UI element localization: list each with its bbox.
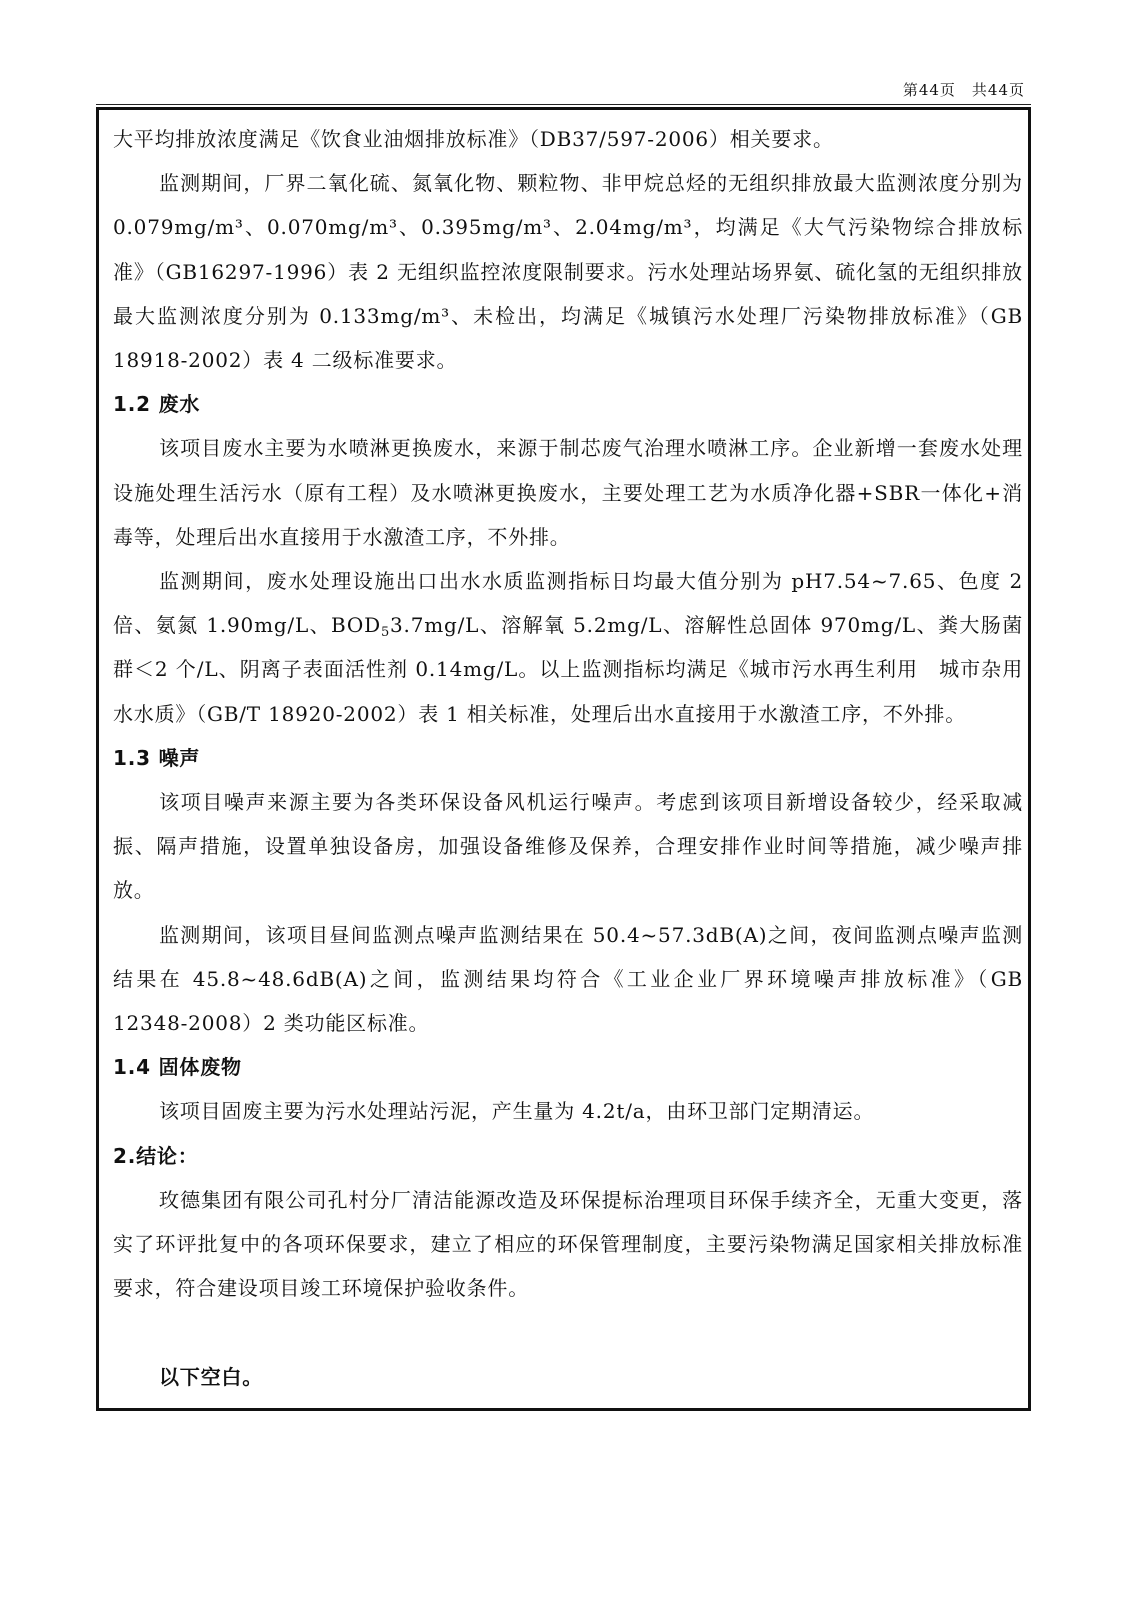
wastewater-source-paragraph: 该项目废水主要为水喷淋更换废水，来源于制芯废气治理水喷淋工序。企业新增一套废水处理设施处理生活污水（原有工程）及水喷淋更换废水，主要处理工艺为水质净化器+SBR一体化+消毒等，处理后出水直接用于水激渣工序，不外排。: [113, 436, 1023, 549]
solid-waste-heading: 1.4 固体废物: [113, 1055, 242, 1080]
wastewater-monitoring-paragraph: [113, 559, 1023, 736]
wastewater-monitoring-text-a: 监测期间，废水处理设施出口出水水质监测指标日均最大值分别为 pH7.54~7.65、色度 2 倍、氨氮 1.90mg/L、BOD: [113, 569, 1023, 638]
solid-waste-paragraph: 该项目固废主要为污水处理站污泥，产生量为 4.2t/a，由环卫部门定期清运。: [159, 1099, 875, 1124]
air-standard-paragraph: 大平均排放浓度满足《饮食业油烟排放标准》（DB37/597-2006）相关要求。: [113, 127, 834, 151]
noise-source-paragraph: 该项目噪声来源主要为各类环保设备风机运行噪声。考虑到该项目新增设备较少，经采取减振、隔声措施，设置单独设备房，加强设备维修及保养，合理安排作业时间等措施，减少噪声排放。: [113, 790, 1023, 903]
wastewater-monitoring-text-b: 3.7mg/L、溶解氧 5.2mg/L、溶解性总固体 970mg/L、粪大肠菌群＜2 个/L、阴离子表面活性剂 0.14mg/L。以上监测指标均满足《城市污水再生利用 城市杂用水水质》（GB/T 18920-2002）表 1 相关标准，处理后出水直接用于水激渣工序，不外排。: [113, 613, 1023, 726]
blank-line: [113, 1310, 1023, 1354]
conclusion-paragraph: 玫德集团有限公司孔村分厂清洁能源改造及环保提标治理项目环保手续齐全，无重大变更，落实了环评批复中的各项环保要求，建立了相应的环保管理制度，主要污染物满足国家相关排放标准要求，符合建设项目竣工环境保护验收条件。: [113, 1187, 1023, 1301]
content-frame: [96, 107, 1031, 1411]
noise-heading: 1.3 噪声: [113, 745, 201, 770]
closing-note: 以下空白。: [159, 1364, 263, 1389]
bod-subscript: 5: [380, 625, 391, 641]
conclusion-heading: 2.结论：: [113, 1143, 199, 1168]
report-body: [113, 117, 1023, 1399]
air-monitoring-paragraph: 监测期间，厂界二氧化硫、氮氧化物、颗粒物、非甲烷总烃的无组织排放最大监测浓度分别为 0.079mg/m³、0.070mg/m³、0.395mg/m³、2.04mg/m³，均满足《大气污染物综合排放标准》（GB16297-1996）表 2 无组织监控浓度限制要求。污水处理站场界氨、硫化氢的无组织排放最大监测浓度分别为 0.133mg/m³、未检出，均满足《城镇污水处理厂污染物排放标准》（GB 18918-2002）表 4 二级标准要求。: [113, 171, 1023, 373]
noise-monitoring-paragraph: 监测期间，该项目昼间监测点噪声监测结果在 50.4~57.3dB(A)之间，夜间监测点噪声监测结果在 45.8~48.6dB(A)之间，监测结果均符合《工业企业厂界环境噪声排放标准》（GB 12348-2008）2 类功能区标准。: [113, 922, 1023, 1036]
page-number: 第44页 共44页: [902, 81, 1025, 99]
wastewater-heading: 1.2 废水: [113, 392, 201, 417]
page-header: [96, 80, 1031, 105]
